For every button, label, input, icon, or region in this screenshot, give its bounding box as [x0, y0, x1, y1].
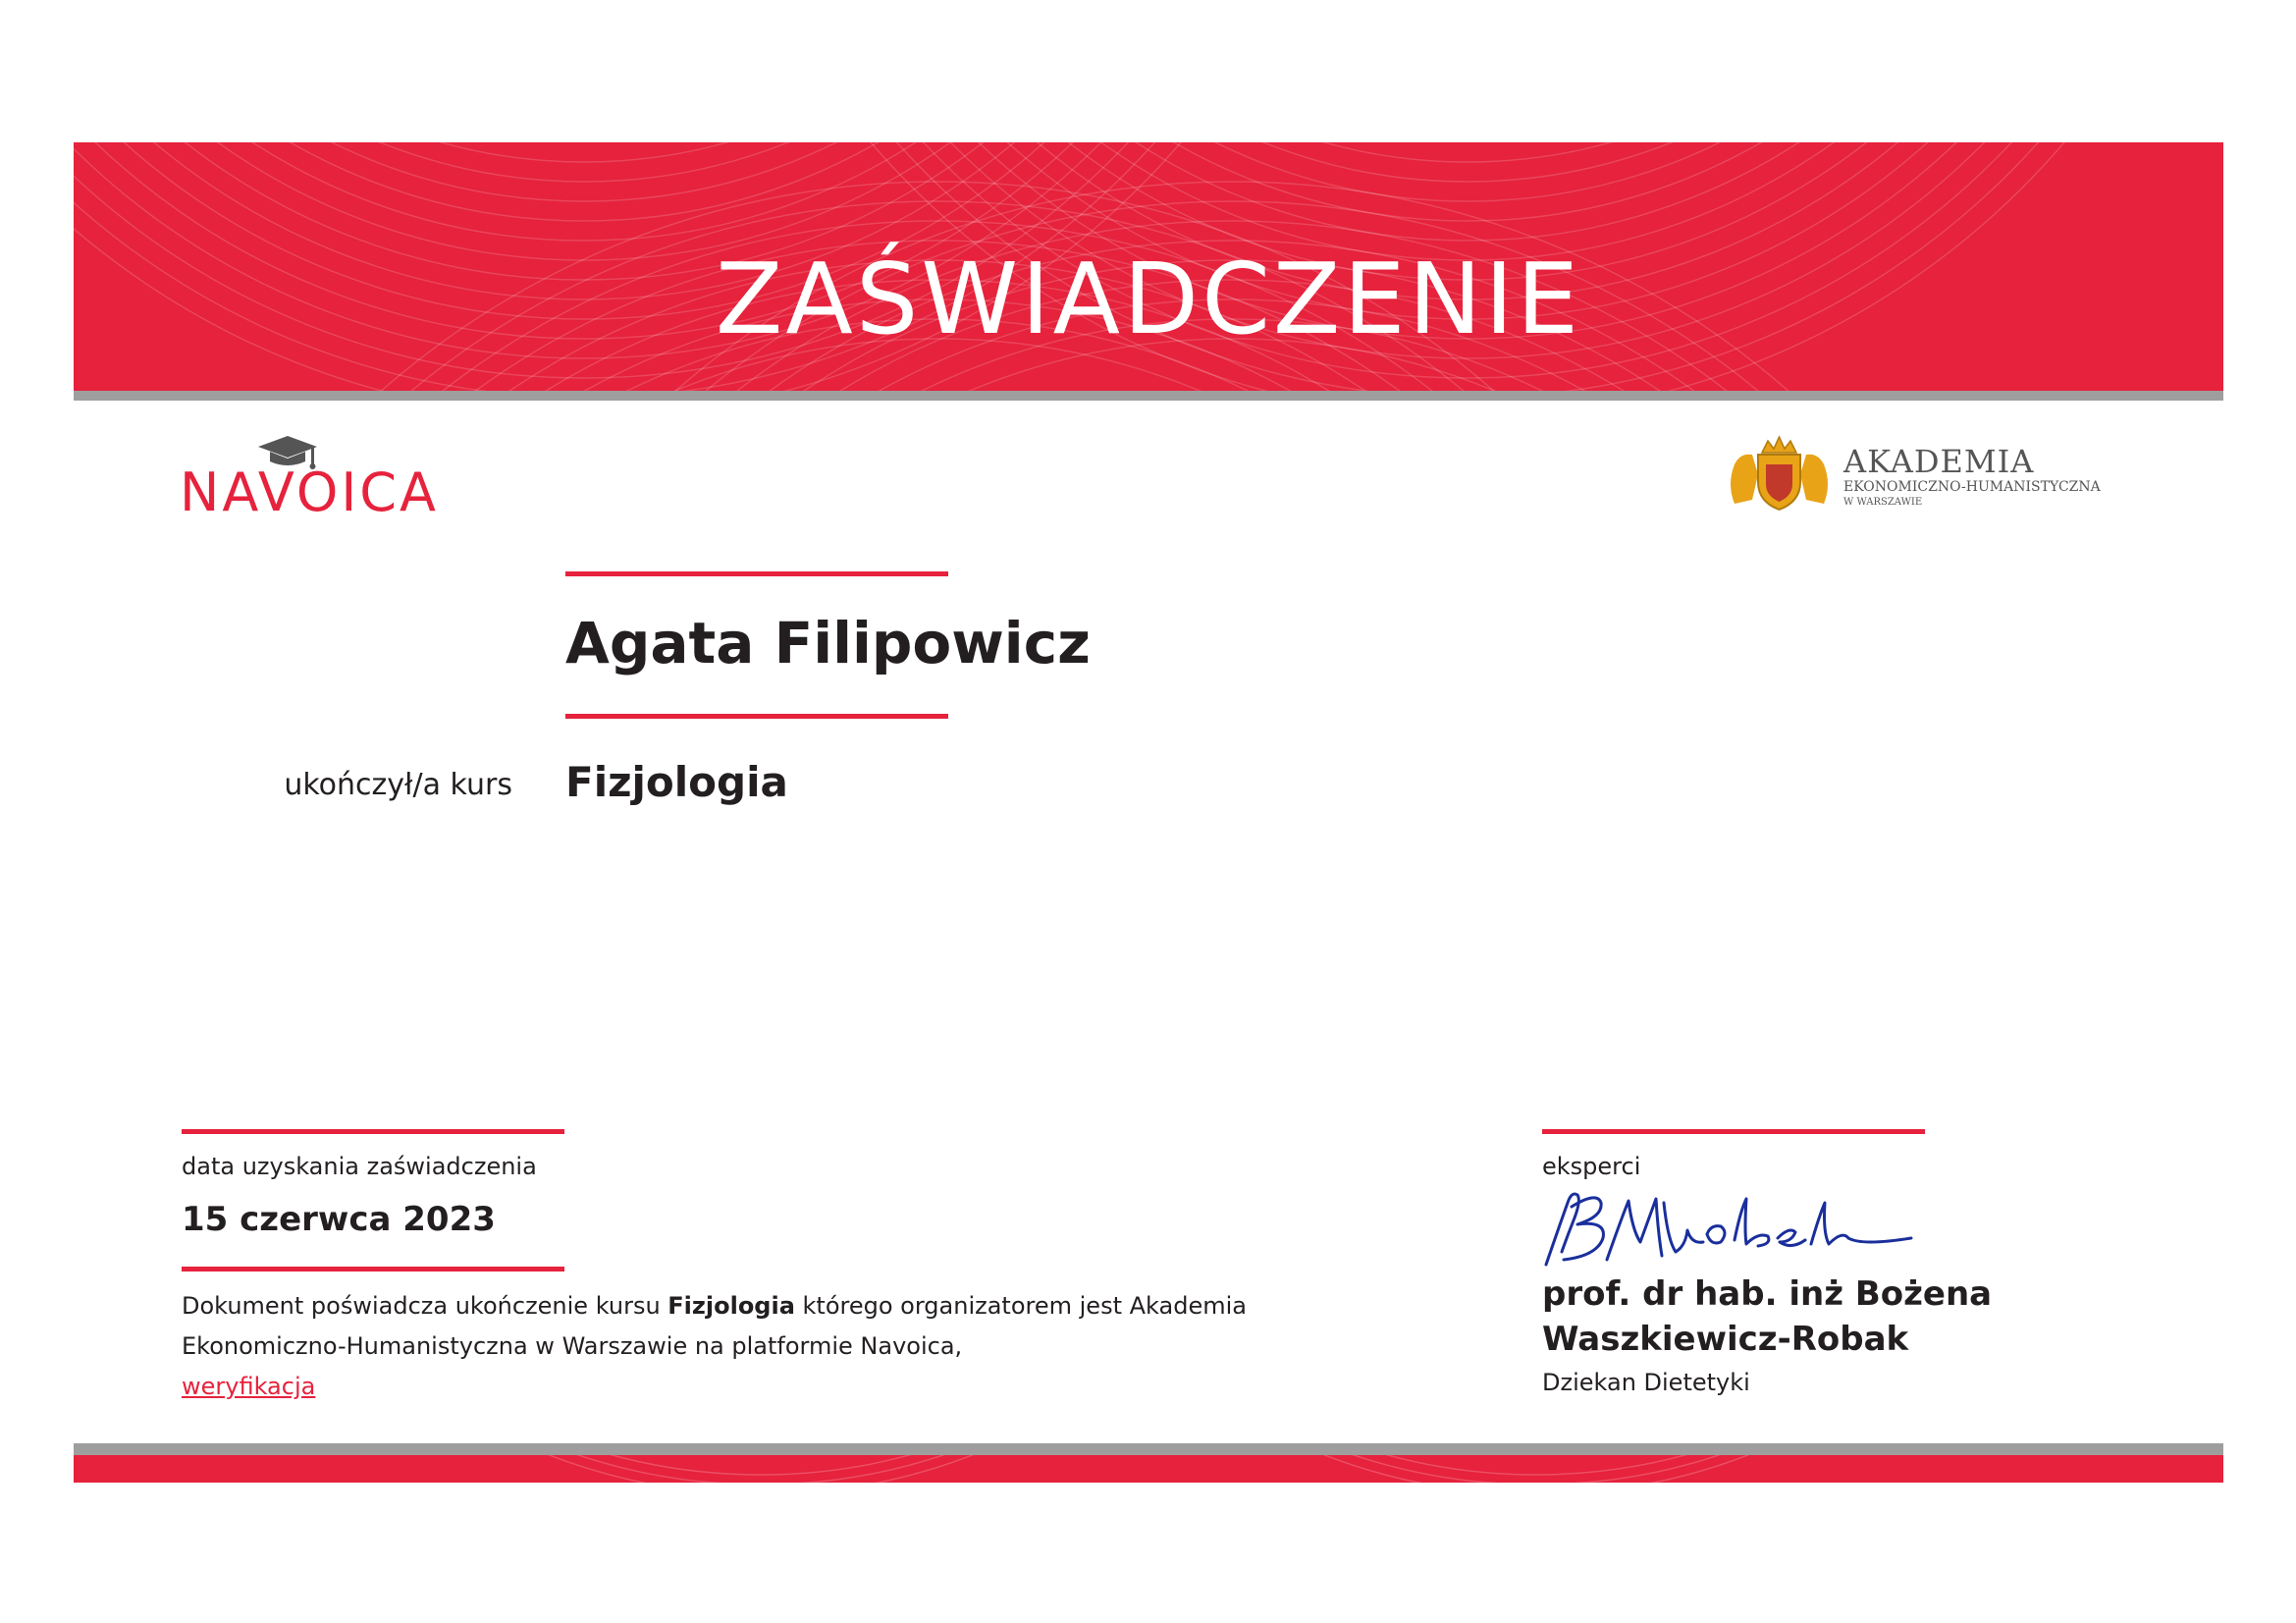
bottom-banner [74, 1455, 2223, 1483]
bottom-guilloche-pattern [74, 1455, 2223, 1483]
verification-link[interactable]: weryfikacja [182, 1373, 316, 1400]
akademia-name: AKADEMIA [1843, 443, 2035, 480]
bottom-banner-stripe [74, 1443, 2223, 1455]
experts-rule-top [1542, 1129, 1925, 1134]
akademia-city: W WARSZAWIE [1843, 497, 1923, 508]
note-text-part1: Dokument poświadcza ukończenie kursu [182, 1292, 668, 1320]
crest-icon [1723, 435, 1836, 514]
note-course-name: Fizjologia [667, 1292, 795, 1320]
signature-image [1538, 1181, 1921, 1274]
navoica-logo [180, 434, 464, 522]
date-rule-bottom [182, 1267, 564, 1271]
date-value: 15 czerwca 2023 [182, 1200, 496, 1239]
certificate-title: ZAŚWIADCZENIE [715, 242, 1582, 356]
top-banner-stripe [74, 391, 2223, 401]
experts-label: eksperci [1542, 1153, 1641, 1180]
expert-name: prof. dr hab. inż Bożena Waszkiewicz-Robak [1542, 1274, 1993, 1359]
completed-course-label: ukończył/a kurs [284, 768, 512, 802]
akademia-logo [1723, 435, 2135, 518]
recipient-name: Agata Filipowicz [565, 610, 1091, 676]
name-rule-bottom [565, 714, 948, 719]
name-rule-top [565, 571, 948, 576]
course-name: Fizjologia [565, 758, 788, 806]
navoica-wordmark: NAVOICA [180, 461, 439, 523]
expert-role: Dziekan Dietetyki [1542, 1369, 1750, 1396]
note-text-part2: którego organizatorem jest Akademia Ekonomiczno-Humanistyczna w Warszawie na platformie Navoica, [182, 1292, 1247, 1360]
document-note [182, 1286, 1281, 1407]
akademia-subtitle: EKONOMICZNO-HUMANISTYCZNA [1843, 479, 2101, 495]
date-rule-top [182, 1129, 564, 1134]
date-label: data uzyskania zaświadczenia [182, 1153, 537, 1180]
